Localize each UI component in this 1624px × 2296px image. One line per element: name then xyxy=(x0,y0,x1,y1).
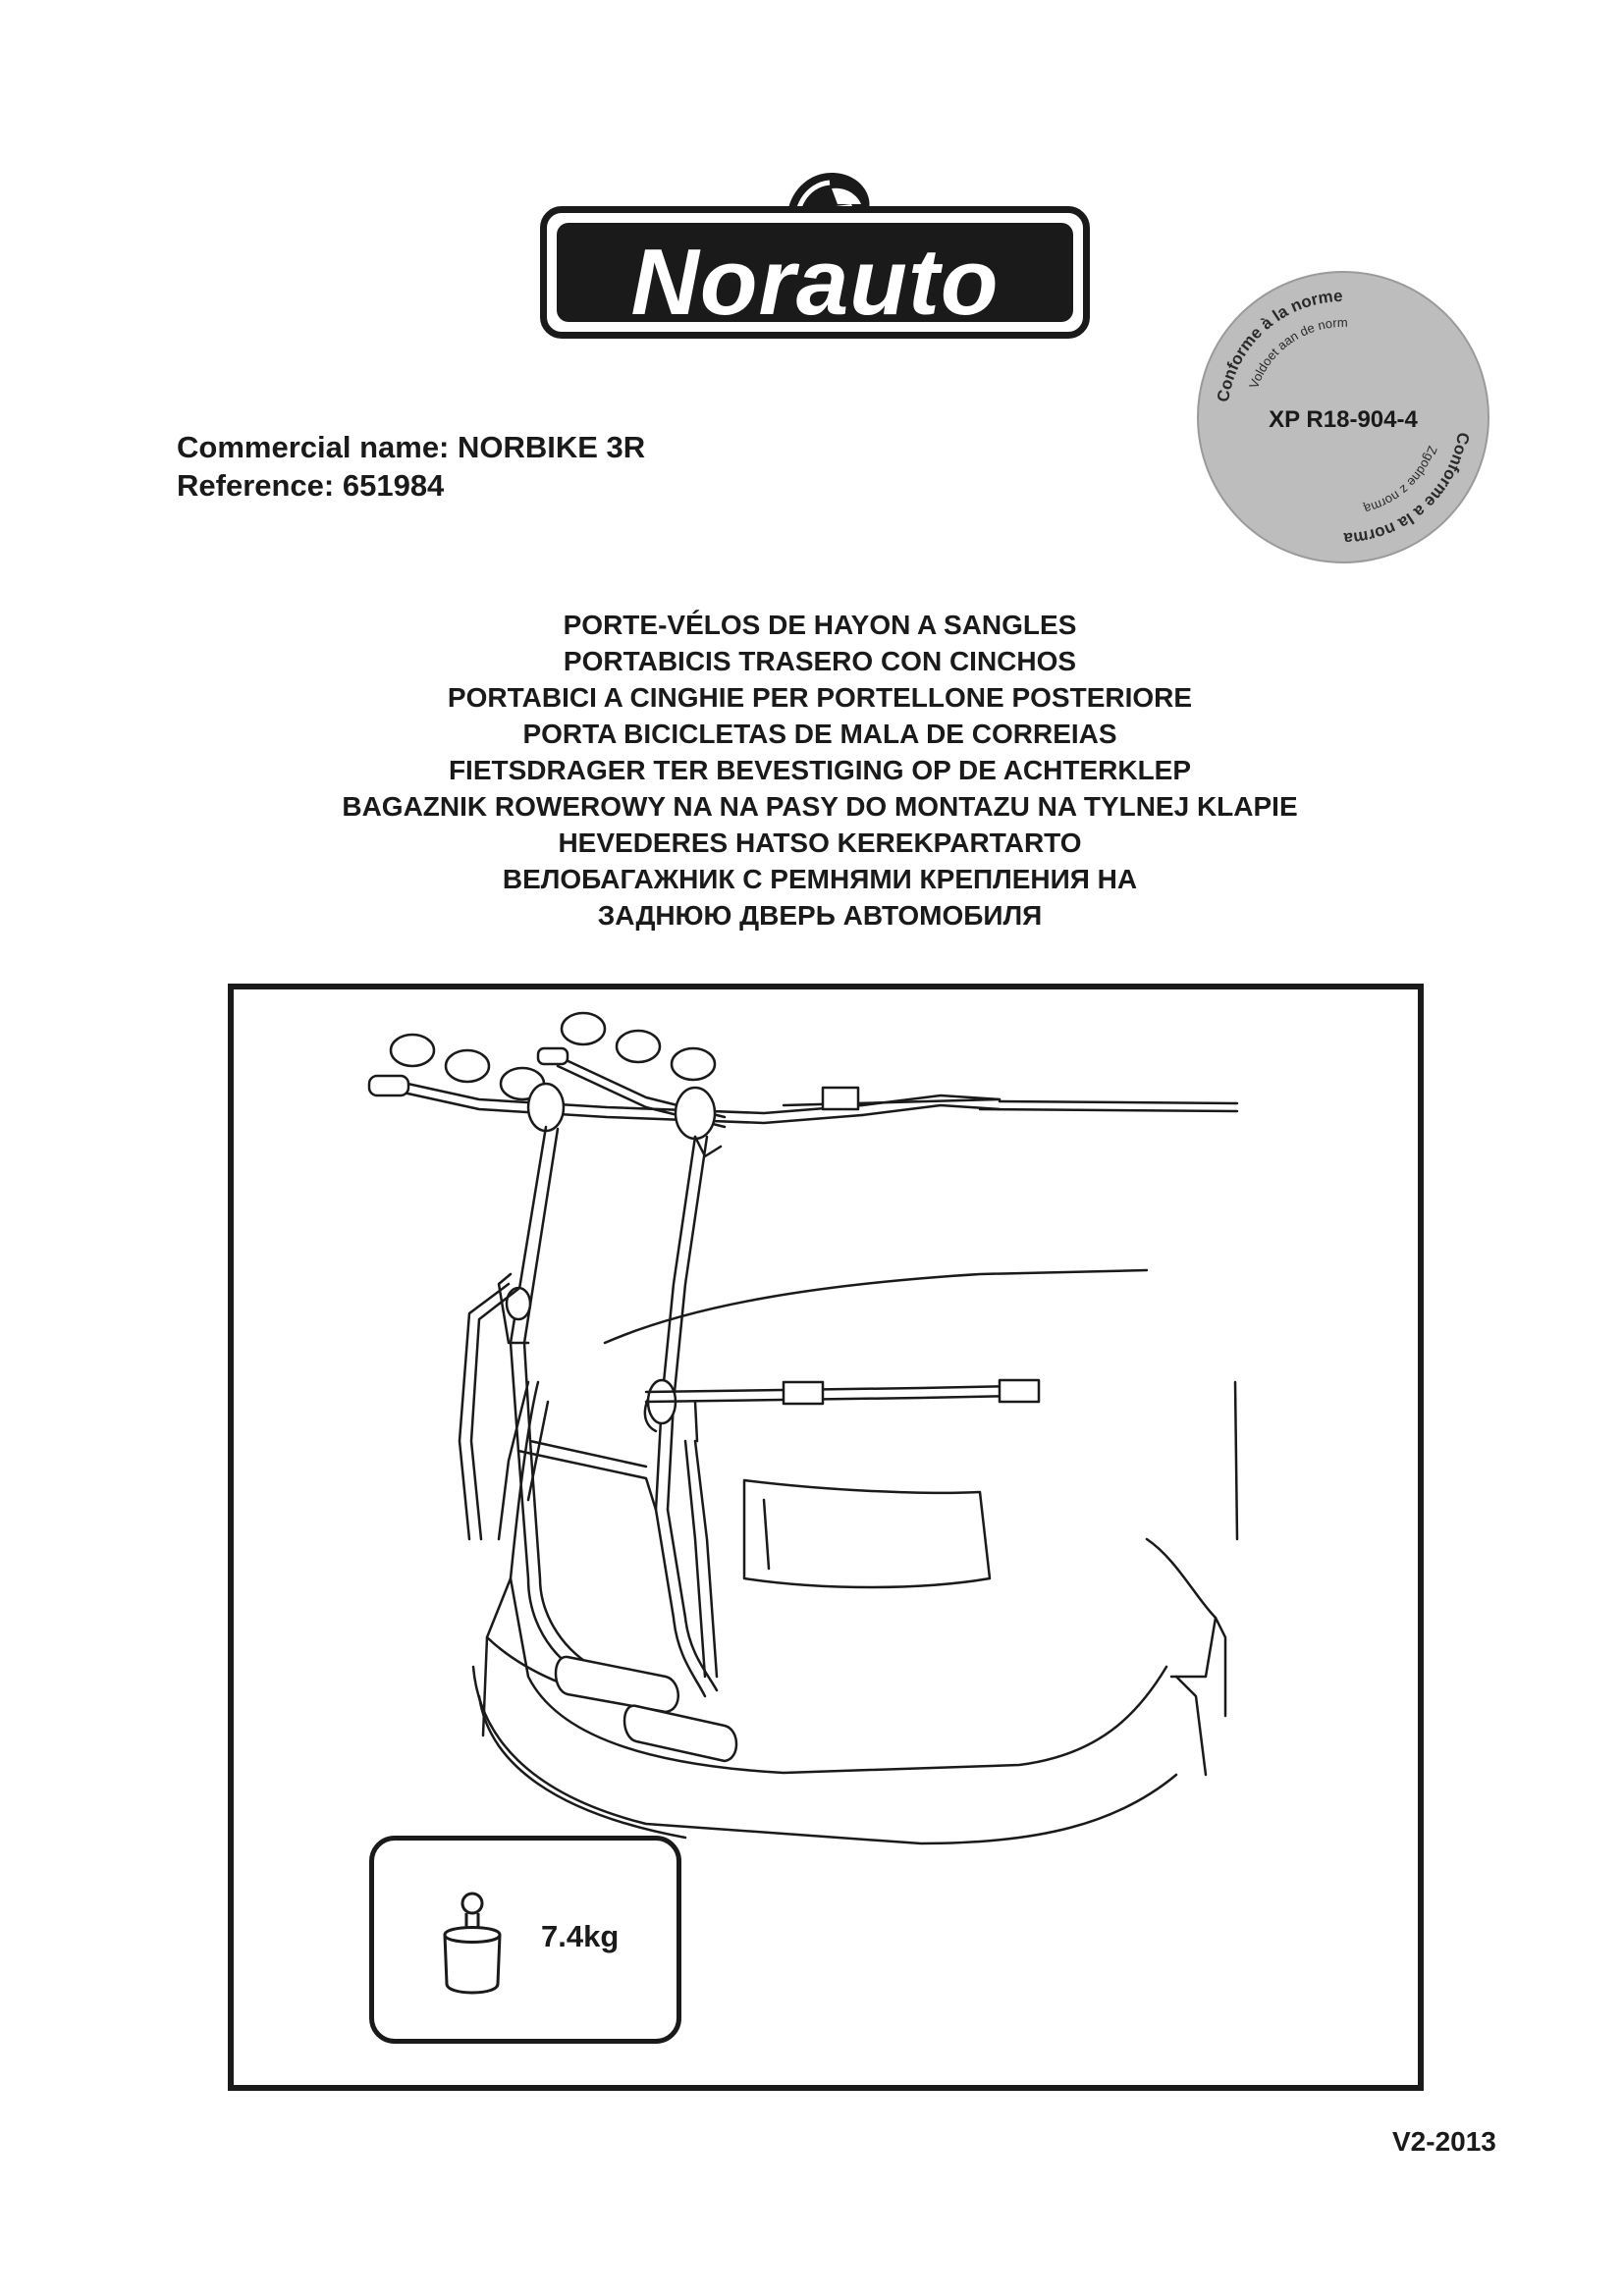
illustration-frame xyxy=(228,984,1424,2091)
title-it: PORTABICI A CINGHIE PER PORTELLONE POSTERIORE xyxy=(447,682,1193,713)
seal-ring-text-2: Conforme a la norma xyxy=(1343,431,1473,549)
norauto-logo xyxy=(530,167,1105,353)
document-version: V2-2013 xyxy=(1392,2126,1496,2157)
title-fr: PORTE-VÉLOS DE HAYON A SANGLES xyxy=(563,610,1077,640)
seal-ring-text-3: Voldoet aan de norm xyxy=(1246,314,1348,391)
title-hu: HEVEDERES HATSO KEREKPARTARTO xyxy=(558,828,1082,858)
title-ru-1: ВЕЛОБАГАЖНИК С РЕМНЯМИ КРЕПЛЕНИЯ НА xyxy=(502,864,1138,894)
seal-ring-text-1: Conforme à la norme xyxy=(1214,286,1343,403)
weight-value: 7.4kg xyxy=(541,1919,620,1953)
reference: Reference: 651984 xyxy=(177,468,445,503)
title-ru-2: ЗАДНЮЮ ДВЕРЬ АВТОМОБИЛЯ xyxy=(597,900,1043,931)
seal-ring-text-4: Zgodne z normą xyxy=(1362,444,1440,517)
seal-standard: XP R18-904-4 xyxy=(1269,406,1418,433)
product-meta xyxy=(177,428,645,505)
commercial-name: Commercial name: NORBIKE 3R xyxy=(177,430,646,464)
title-nl: FIETSDRAGER TER BEVESTIGING OP DE ACHTERKLEP xyxy=(448,755,1192,785)
title-es: PORTABICIS TRASERO CON CINCHOS xyxy=(563,646,1077,676)
weight-box xyxy=(369,1836,681,2044)
product-titles xyxy=(196,607,1443,934)
weight-icon xyxy=(433,1890,512,1998)
title-pt: PORTA BICICLETAS DE MALA DE CORREIAS xyxy=(522,719,1117,749)
logo-wordmark: Norauto xyxy=(630,230,1000,335)
logo-frame xyxy=(540,206,1090,339)
certification-seal xyxy=(1196,270,1490,564)
title-pl: BAGAZNIK ROWEROWY NA NA PASY DO MONTAZU NA TYLNEJ KLAPIE xyxy=(342,791,1298,822)
